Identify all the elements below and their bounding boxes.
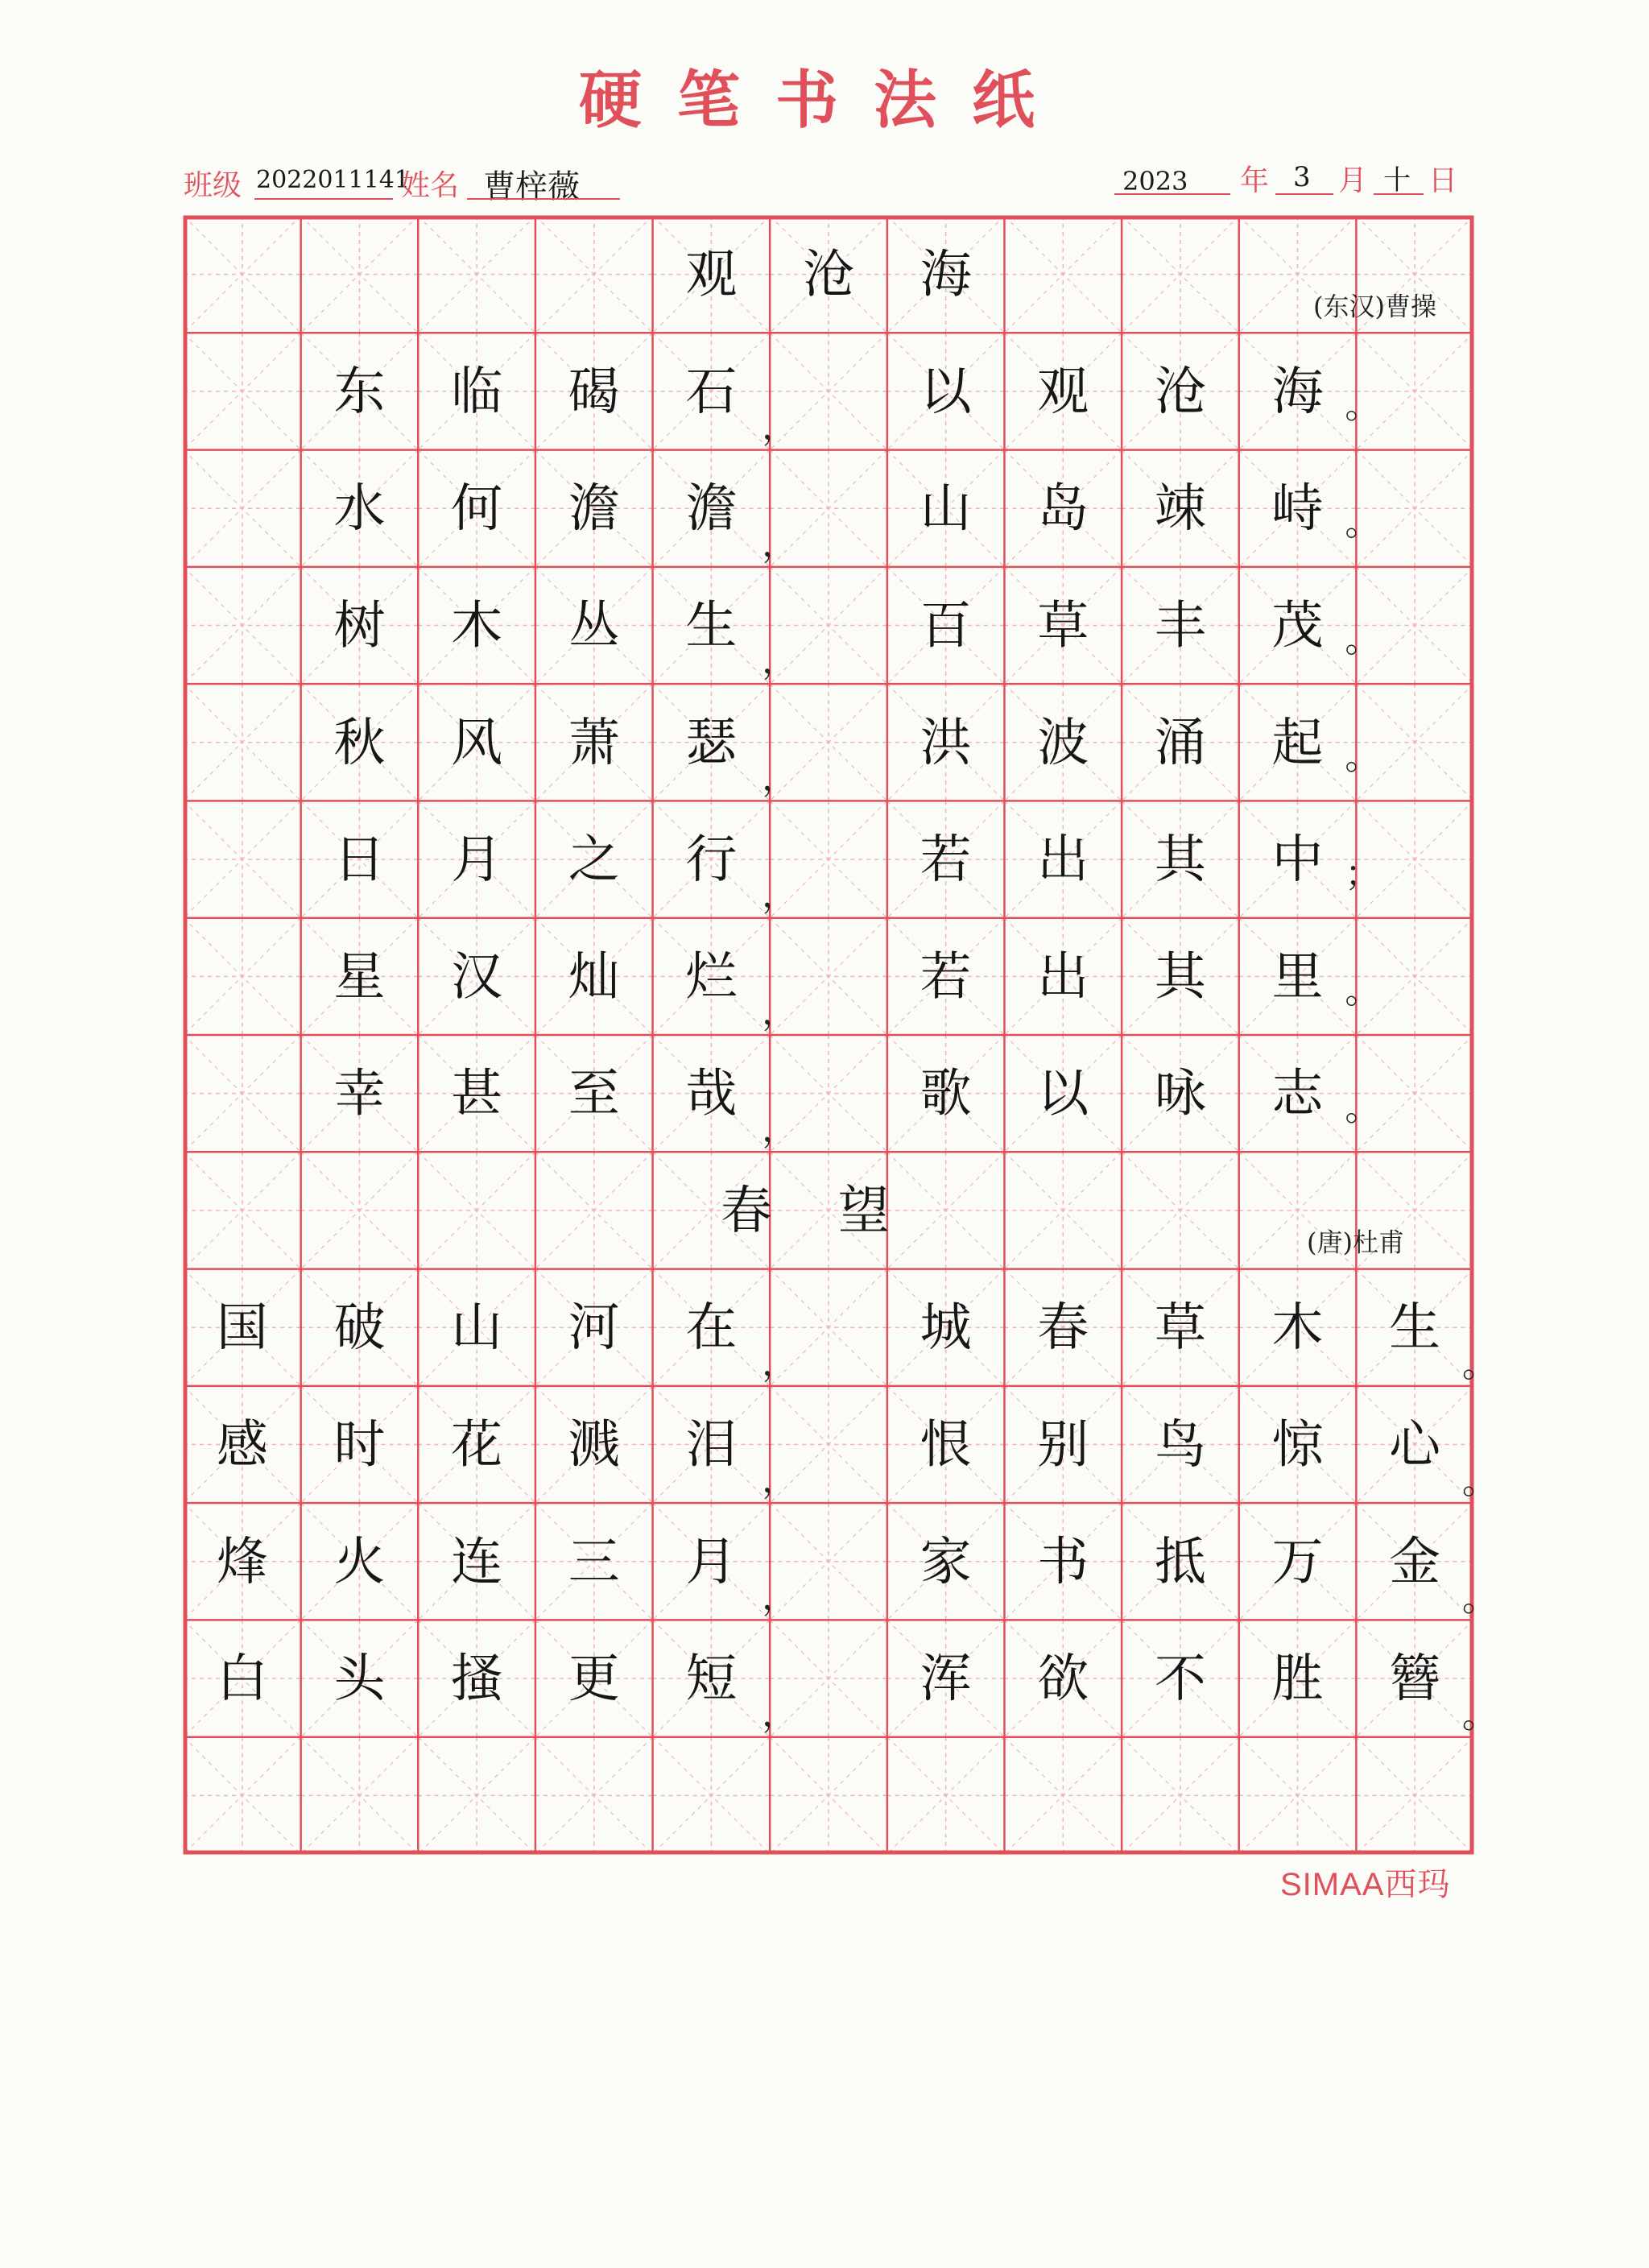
poem2-char: 草 [1154,1298,1206,1359]
poem1-char: 以 [920,362,972,422]
poem2-char: 生 [1389,1298,1441,1359]
poem2-char: 河 [568,1298,620,1359]
poem1-char: 澹 [685,479,738,540]
poem1-punct: 。 [1345,1087,1381,1129]
poem1-char: 百 [920,596,972,656]
year-underline [1114,193,1230,195]
poem1-char: 水 [333,479,386,540]
poem2-punct: 。 [1462,1578,1498,1620]
poem2-char: 溅 [568,1415,620,1475]
poem1-char: 里 [1271,947,1324,1008]
poem1-char: 洪 [920,713,972,773]
poem1-char: 临 [451,362,503,422]
poem2-char: 簪 [1389,1649,1441,1710]
poem2-char: 三 [568,1532,620,1592]
poem2-char: 花 [451,1415,503,1475]
poem2-char: 城 [920,1298,972,1359]
poem1-punct: 。 [1345,971,1381,1012]
poem1-char: 若 [920,947,972,1008]
poem2-char: 感 [216,1415,268,1475]
poem2-char: 万 [1271,1532,1324,1592]
poem2-punct: 。 [1462,1343,1498,1385]
poem2-char: 国 [216,1298,268,1359]
poem1-char: 碣 [568,362,620,422]
poem1-char: 涌 [1154,713,1206,773]
poem2-char: 火 [333,1532,386,1592]
class-label: 班级 [184,169,242,202]
poem2-char: 胜 [1271,1649,1324,1710]
day-underline [1374,193,1424,195]
poem1-punct: ， [762,991,798,1033]
poem1-char: 竦 [1154,479,1206,540]
page-title: 硬笔书法纸 [578,64,1070,137]
poem1-char: 草 [1037,596,1089,656]
poem2-char: 月 [685,1532,738,1592]
poem1-char: 丰 [1154,596,1206,656]
poem1-title-char: 沧 [803,245,854,305]
poem1-char: 海 [1271,362,1324,422]
poem1-char: 之 [568,830,620,891]
poem2-char: 欲 [1037,1649,1089,1710]
poem1-punct: ， [762,523,798,565]
poem1-title-char: 海 [920,245,972,305]
poem2-title-char: 春 [721,1181,773,1241]
poem2-char: 头 [333,1649,386,1710]
poem1-char: 汉 [451,947,503,1008]
poem1-char: 灿 [568,947,620,1008]
poem2-char: 鸟 [1154,1415,1206,1475]
poem1-punct: ； [1345,853,1381,895]
year-value: 2023 [1122,166,1188,197]
poem2-punct: ， [762,1342,798,1384]
poem1-char: 茂 [1271,596,1324,656]
poem1-char: 志 [1271,1064,1324,1124]
poem1-punct: 。 [1345,736,1381,778]
month-label: 月 [1338,164,1368,197]
name-underline [467,198,620,200]
poem1-char: 至 [568,1064,620,1124]
poem1-char: 岛 [1037,479,1089,540]
poem1-char: 石 [685,362,738,422]
handwritten-text [217,246,1498,1736]
poem1-char: 山 [920,479,972,540]
poem2-char: 惊 [1271,1415,1324,1475]
poem1-char: 幸 [333,1064,386,1124]
poem1-char: 秋 [333,713,386,773]
poem1-punct: ， [762,874,798,916]
poem1-char: 起 [1271,713,1324,773]
poem1-char: 星 [333,947,386,1008]
poem1-punct: 。 [1345,502,1381,544]
poem2-char: 时 [333,1415,386,1475]
poem2-char: 木 [1271,1298,1324,1359]
poem2-punct: 。 [1462,1695,1498,1736]
mizige-writing-grid [184,216,1498,1854]
month-value: 3 [1293,161,1311,193]
poem2-char: 连 [451,1532,503,1592]
poem1-char: 哉 [685,1064,738,1124]
poem2-char: 家 [920,1532,972,1592]
poem1-char: 其 [1154,947,1206,1008]
poem2-punct: ， [762,1576,798,1618]
poem2-char: 书 [1037,1532,1089,1592]
poem1-char: 中 [1271,830,1324,891]
poem1-char: 东 [333,362,386,422]
poem1-title-char: 观 [685,245,738,305]
poem2-char: 短 [685,1649,738,1710]
poem2-char: 泪 [685,1415,738,1475]
poem1-char: 峙 [1271,479,1324,540]
poem2-char: 抵 [1154,1532,1206,1592]
name-label: 姓名 [401,169,460,202]
poem1-char: 其 [1154,830,1206,891]
poem1-char: 烂 [685,947,738,1008]
poem2-title-char: 望 [837,1181,890,1241]
poem1-char: 月 [451,830,503,891]
class-underline [254,198,393,200]
poem1-char: 若 [920,830,972,891]
day-label: 日 [1428,164,1458,197]
poem2-char: 心 [1389,1415,1441,1475]
poem1-char: 出 [1037,830,1089,891]
poem1-char: 歌 [920,1064,972,1124]
poem1-char: 观 [1037,362,1089,422]
poem1-punct: 。 [1345,619,1381,661]
poem2-char: 山 [451,1298,503,1359]
poem2-char: 更 [568,1649,620,1710]
poem2-char: 恨 [920,1415,972,1475]
poem1-char: 波 [1037,713,1089,773]
month-underline [1275,193,1333,195]
poem1-punct: ， [762,757,798,799]
poem2-char: 春 [1037,1298,1089,1359]
poem1-char: 瑟 [685,713,738,773]
poem1-char: 树 [333,596,386,656]
poem2-char: 白 [216,1649,268,1710]
poem1-char: 生 [685,596,738,656]
class-value: 2022011141 [256,166,410,194]
poem2-char: 在 [685,1298,738,1359]
poem2-char: 搔 [451,1649,503,1710]
name-value: 曹梓薇 [483,168,580,205]
poem1-char: 风 [451,713,503,773]
poem2-char: 金 [1389,1532,1441,1592]
poem2-punct: ， [762,1459,798,1501]
poem1-char: 何 [451,479,503,540]
poem1-char: 以 [1037,1064,1089,1124]
poem1-char: 木 [451,596,503,656]
poem2-char: 破 [333,1298,386,1359]
poem1-char: 甚 [451,1064,503,1124]
poem1-punct: ， [762,1108,798,1150]
poem1-char: 沧 [1154,362,1206,422]
poem1-char: 澹 [568,479,620,540]
poem2-char: 烽 [216,1532,268,1592]
brand-logo-text: SIMAA西玛 [1280,1867,1451,1902]
poem2-punct: 。 [1462,1461,1498,1503]
poem1-char: 行 [685,830,738,891]
day-value: 十 [1383,164,1411,197]
poem1-char: 日 [333,830,386,891]
poem2-punct: ， [762,1693,798,1735]
poem1-char: 萧 [568,713,620,773]
poem1-char: 咏 [1154,1064,1206,1124]
poem1-punct: ， [762,640,798,682]
year-label: 年 [1240,164,1270,197]
poem2-author: (唐)杜甫 [1307,1227,1404,1258]
poem2-char: 不 [1154,1649,1206,1710]
poem2-char: 浑 [920,1649,972,1710]
poem1-punct: 。 [1345,385,1381,427]
poem1-author: (东汉)曹操 [1313,291,1436,322]
poem1-char: 出 [1037,947,1089,1008]
poem2-char: 别 [1037,1415,1089,1475]
poem1-punct: ， [762,406,798,448]
poem1-char: 丛 [568,596,620,656]
